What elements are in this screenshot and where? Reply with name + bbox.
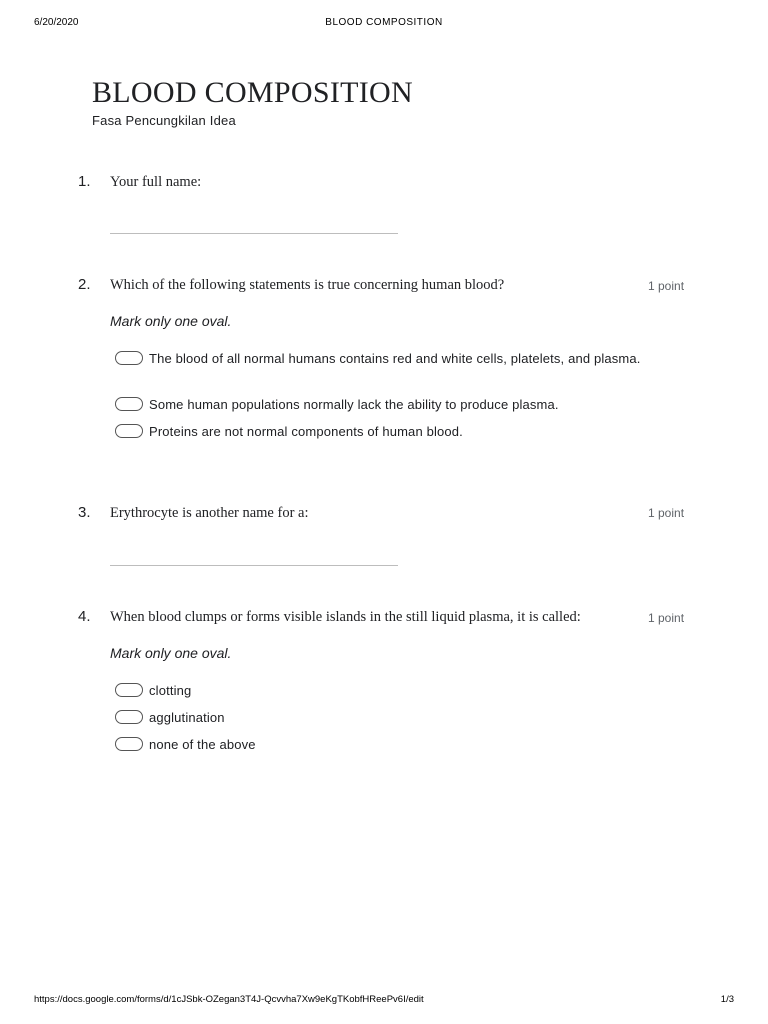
question-number: 4.	[78, 608, 91, 625]
question-points: 1 point	[648, 279, 685, 293]
radio-oval[interactable]	[115, 683, 143, 697]
question-text: Erythrocyte is another name for a:	[110, 505, 309, 521]
radio-option[interactable]	[115, 395, 559, 413]
question-points: 1 point	[648, 506, 685, 520]
form-title: BLOOD COMPOSITION	[92, 76, 413, 109]
radio-oval[interactable]	[115, 351, 143, 365]
print-header	[0, 17, 768, 31]
question-text: When blood clumps or forms visible islands in the still liquid plasma, it is called:	[110, 609, 581, 625]
radio-option[interactable]	[115, 735, 256, 753]
radio-oval[interactable]	[115, 710, 143, 724]
radio-option[interactable]	[115, 349, 641, 367]
option-label: The blood of all normal humans contains red and white cells, platelets, and plasma.	[149, 350, 641, 366]
question-text: Your full name:	[110, 174, 202, 190]
question-instruction: Mark only one oval.	[110, 313, 232, 329]
radio-oval[interactable]	[115, 397, 143, 411]
radio-oval[interactable]	[115, 737, 143, 751]
question-number: 2.	[78, 276, 91, 293]
question-points: 1 point	[648, 611, 685, 625]
question-number: 1.	[78, 173, 91, 190]
form-description: Fasa Pencungkilan Idea	[92, 113, 236, 128]
print-title: BLOOD COMPOSITION	[325, 17, 443, 28]
option-label: none of the above	[149, 736, 256, 752]
radio-oval[interactable]	[115, 424, 143, 438]
option-label: agglutination	[149, 709, 225, 725]
radio-option[interactable]	[115, 422, 463, 440]
radio-option[interactable]	[115, 681, 191, 699]
question-text: Which of the following statements is true concerning human blood?	[110, 277, 505, 293]
question-instruction: Mark only one oval.	[110, 645, 232, 661]
option-label: clotting	[149, 682, 192, 698]
question-number: 3.	[78, 504, 91, 521]
page-number: 1/3	[720, 994, 734, 1005]
print-date: 6/20/2020	[34, 17, 79, 28]
print-url: https://docs.google.com/forms/d/1cJSbk-OZegan3T4J-Qcvvha7Xw9eKgTKobfHReePv6I/edit	[34, 994, 424, 1005]
print-footer	[0, 994, 768, 1008]
short-answer-field[interactable]	[110, 565, 398, 566]
option-label: Some human populations normally lack the ability to produce plasma.	[149, 396, 559, 412]
option-label: Proteins are not normal components of human blood.	[149, 423, 463, 439]
radio-option[interactable]	[115, 708, 225, 726]
short-answer-field[interactable]	[110, 233, 398, 234]
